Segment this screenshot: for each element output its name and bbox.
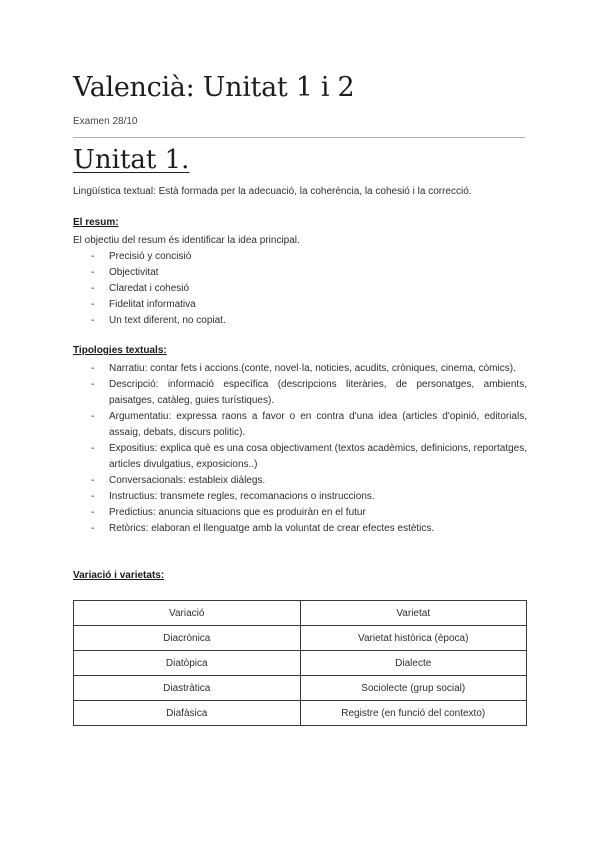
horizontal-divider [73, 137, 525, 138]
list-item: - Predictius: anuncia situacions que es produiràn en el futur [73, 505, 527, 521]
table-cell: Diatòpica [74, 651, 301, 676]
dash-bullet: - [91, 523, 95, 534]
list-item: - Objectivitat [73, 265, 527, 281]
table-cell: Diacrònica [74, 626, 301, 651]
list-item: - Expositius: explica què es una cosa objectivament (textos acadèmics, definicions, reportatges, articles divulgatius, exposicions..) [91, 443, 527, 470]
table-row [74, 701, 527, 726]
dash-bullet: - [91, 475, 95, 486]
dash-bullet: - [91, 411, 95, 422]
list-item: - Un text diferent, no copiat. [73, 313, 527, 329]
dash-bullet: - [91, 363, 95, 374]
list-item: - Argumentatiu: expressa raons a favor o en contra d'una idea (articles d'opinió, editorials, assaig, debats, discurs politic). [91, 411, 527, 438]
dash-bullet: - [91, 379, 95, 390]
list-item: - Instructius: transmete regles, recomanacions o instruccions. [73, 489, 527, 505]
list-item: - Claredat i cohesió [73, 281, 527, 297]
document-subtitle: Examen 28/10 [73, 116, 138, 127]
dash-bullet: - [91, 491, 95, 502]
variacio-table [73, 600, 527, 726]
table-cell: Varietat històrica (època) [300, 626, 527, 651]
list-item: - Descripció: informació específica (descripcions literàries, de personatges, ambients, paisatges, catàleg, guies turístiques). [91, 379, 527, 406]
column-header: Variació [74, 601, 301, 626]
resum-heading: El resum: [73, 217, 119, 228]
dash-bullet: - [91, 283, 95, 294]
dash-bullet: - [91, 507, 95, 518]
list-item: - Conversacionals: estableix diàlegs. [73, 473, 527, 489]
dash-bullet: - [91, 251, 95, 262]
column-header: Varietat [300, 601, 527, 626]
table-header-row [74, 601, 527, 626]
dash-bullet: - [91, 299, 95, 310]
document-title: Valencià: Unitat 1 i 2 [73, 72, 355, 103]
table-row [74, 651, 527, 676]
resum-intro: El objectiu del resum és identificar la idea principal. [73, 235, 300, 246]
list-item: - Narratiu: contar fets i accions.(conte, novel·la, noticies, acudits, cròniques, cinema, còmics). [73, 361, 527, 377]
table-cell: Diastràtica [74, 676, 301, 701]
intro-paragraph: Lingüística textual: Està formada per la adecuació, la coherència, la cohesió i la correcció. [73, 186, 472, 197]
table-cell: Dialecte [300, 651, 527, 676]
unit-heading: Unitat 1. [73, 145, 190, 175]
tipologies-list [73, 361, 527, 537]
table-cell: Registre (en funció del contexto) [300, 701, 527, 726]
variacio-heading: Variació i varietats: [73, 570, 165, 581]
dash-bullet: - [91, 315, 95, 326]
table-cell: Sociolecte (grup social) [300, 676, 527, 701]
table-row [74, 626, 527, 651]
dash-bullet: - [91, 443, 95, 454]
list-item: - Retòrics: elaboran el llenguatge amb la voluntat de crear efectes estètics. [73, 521, 527, 537]
resum-list [73, 249, 527, 329]
table-row [74, 676, 527, 701]
table-cell: Diafàsica [74, 701, 301, 726]
list-item: - Fidelitat informativa [73, 297, 527, 313]
list-item: - Precisió y concisió [73, 249, 527, 265]
tipologies-heading: Tipologies textuals: [73, 345, 167, 356]
dash-bullet: - [91, 267, 95, 278]
